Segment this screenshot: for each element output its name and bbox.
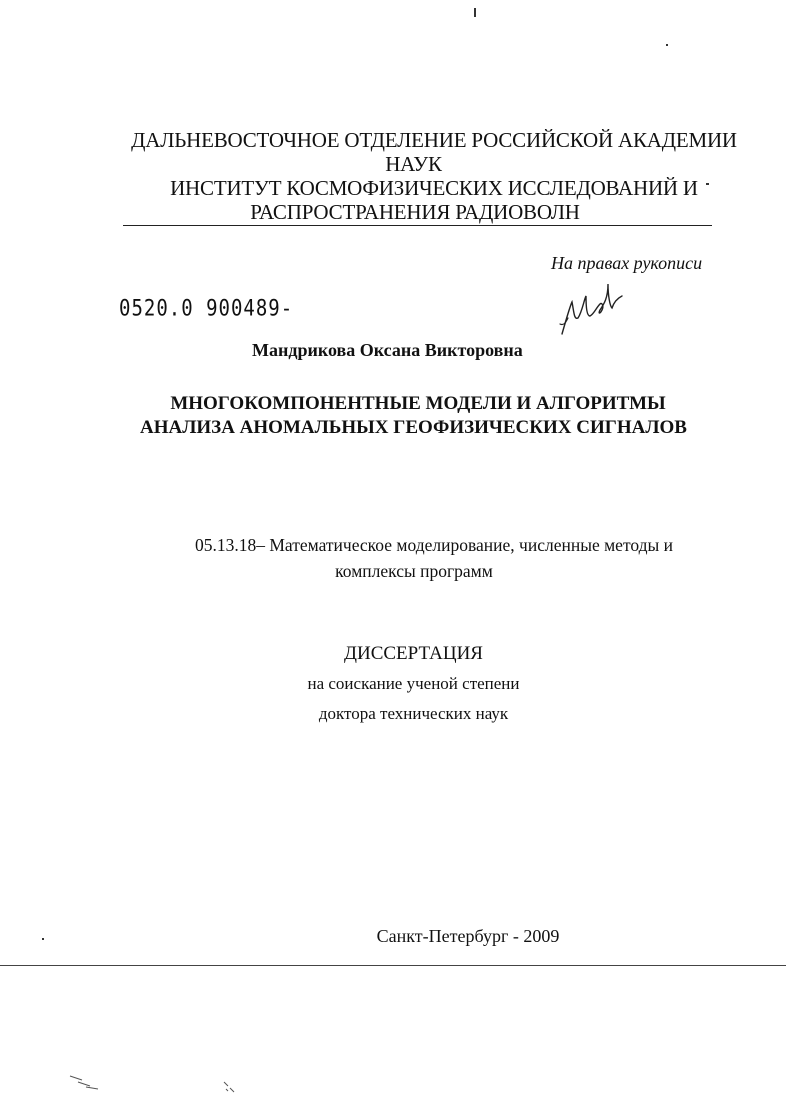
signature-image bbox=[556, 272, 628, 340]
author-name: Мандрикова Оксана Викторовна bbox=[252, 340, 523, 360]
organization-header bbox=[0, 128, 792, 224]
title-line-2: АНАЛИЗА АНОМАЛЬНЫХ ГЕОФИЗИЧЕСКИХ СИГНАЛОВ bbox=[140, 417, 687, 438]
dissertation-heading: ДИССЕРТАЦИЯ bbox=[344, 643, 483, 664]
archive-stamp: 0520.0 900489- bbox=[119, 296, 294, 322]
dissertation-block bbox=[0, 643, 792, 729]
scan-mark bbox=[474, 8, 476, 17]
specialty-line-1: 05.13.18– Математическое моделирование, численные методы и bbox=[194, 535, 674, 555]
institute-line-2: РАСПРОСТРАНЕНИЯ РАДИОВОЛН bbox=[250, 200, 580, 224]
specialty-code bbox=[0, 532, 792, 584]
title-line-1: МНОГОКОМПОНЕНТНЫЕ МОДЕЛИ И АЛГОРИТМЫ bbox=[170, 393, 666, 414]
scan-mark bbox=[222, 1080, 238, 1094]
institute-line-1: ИНСТИТУТ КОСМОФИЗИЧЕСКИХ ИССЛЕДОВАНИЙ И bbox=[170, 176, 698, 200]
manuscript-rights-note: На правах рукописи bbox=[551, 253, 703, 273]
header-divider bbox=[123, 225, 712, 226]
scan-edge-line bbox=[0, 965, 786, 966]
place-and-year: Санкт-Петербург - 2009 bbox=[376, 926, 560, 946]
org-line-1: ДАЛЬНЕВОСТОЧНОЕ ОТДЕЛЕНИЕ РОССИЙСКОЙ АКАДЕМИИ bbox=[131, 128, 737, 152]
scan-mark bbox=[666, 44, 668, 46]
degree-line-1: на соискание ученой степени bbox=[307, 674, 520, 693]
dissertation-title bbox=[0, 392, 792, 440]
org-line-2: НАУК bbox=[385, 152, 442, 176]
degree-line-2: доктора технических наук bbox=[318, 704, 509, 723]
specialty-line-2: комплексы программ bbox=[335, 561, 493, 581]
scan-mark bbox=[68, 1072, 108, 1090]
